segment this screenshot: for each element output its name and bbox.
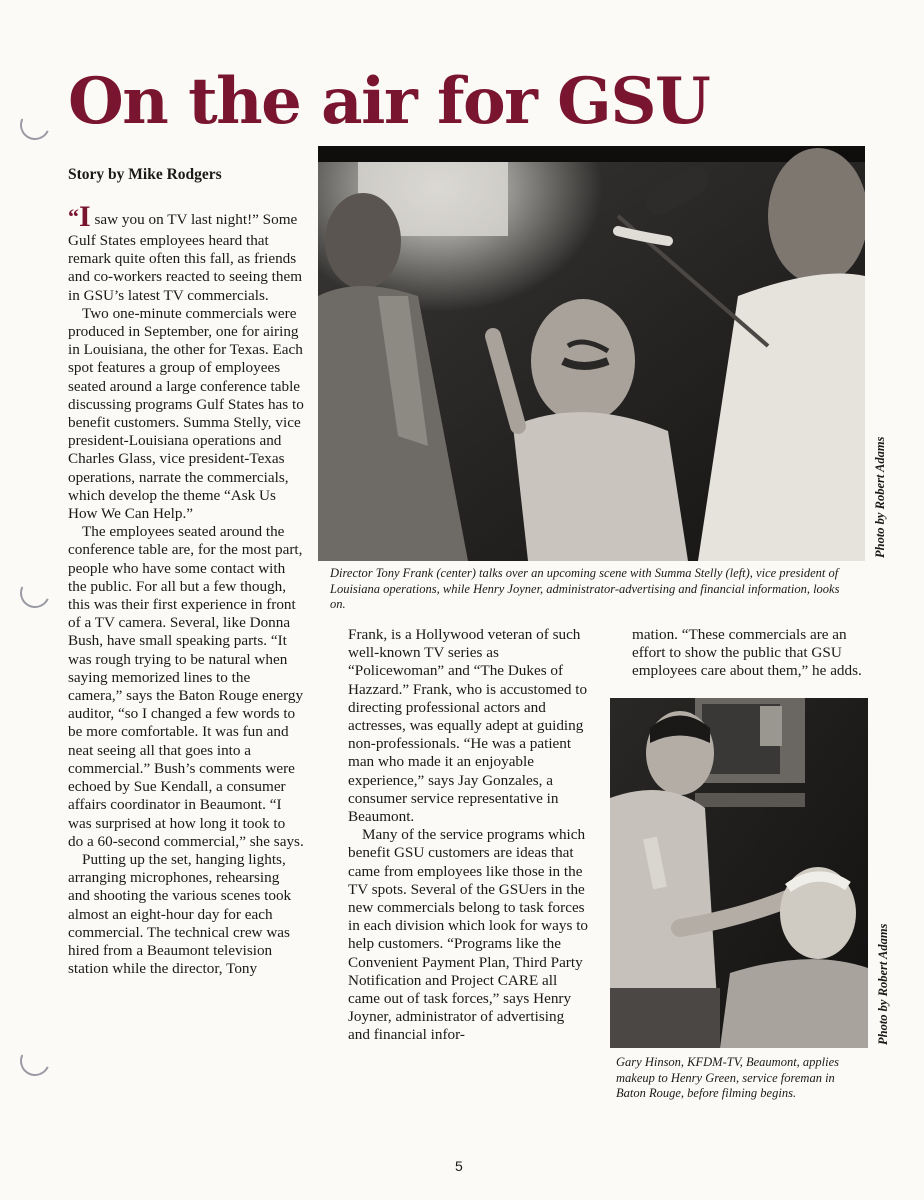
text-column-3 — [632, 626, 862, 681]
photo-credit: Photo by Robert Adams — [873, 436, 887, 558]
paragraph: The employees seated around the conference table are, for the most part, people who have some contact with the public. For all but a few though, this was their first experience in front of a TV camera. Several, like Donna Bush, have small speaking parts. “It was rough trying to be natural when saying memorized lines to the camera,” says the Baton Rouge energy auditor, “so I changed a few words to be more comfortable. It was fun and neat seeing all that goes into a commercial.” Bush’s comments were echoed by Sue Kendall, a consumer affairs coordinator in Beaumont. “I was surprised at how long it took to do a 60-second commercial,” she says. — [68, 523, 304, 850]
headline: On the air for GSU — [68, 64, 710, 139]
binder-hole-top — [16, 106, 54, 144]
photo-makeup-scene-image — [610, 698, 868, 1048]
byline: Story by Mike Rodgers — [68, 166, 222, 183]
paragraph-text: saw you on TV last night!” Some Gulf States employees heard that remark quite often this fall, as friends and co-workers reacted to seeing them in GSU’s latest TV commercials. — [68, 211, 303, 304]
drop-cap: I — [79, 200, 91, 233]
text-column-2 — [348, 626, 588, 1045]
binder-hole-bottom — [16, 1042, 54, 1080]
paragraph: Frank, is a Hollywood veteran of such well-known TV series as “Policewoman” and “The Dukes of Hazzard.” Frank, who is accustomed to directing professional actors and actresses, was equally adept at guiding non-professionals. “He was a patient man who made it an enjoyable experience,” says Jay Gonzales, a consumer service representative in Beaumont. — [348, 626, 588, 826]
paragraph: Two one-minute commercials were produced in September, one for airing in Louisiana, the other for Texas. Each spot features a group of employees seated around a large conference table discussing programs Gulf States has to benefit customers. Summa Stelly, vice president-Louisiana operations and Charles Glass, vice president-Texas operations, narrate the commercials, which develop the theme “Ask Us How We Can Help.” — [68, 304, 304, 523]
photo-makeup-scene — [610, 698, 868, 1048]
text-column-1 — [68, 202, 304, 978]
paragraph: mation. “These commercials are an effort to show the public that GSU employees care about them,” he adds. — [632, 626, 862, 680]
photo-director-scene — [318, 146, 865, 561]
photo-caption: Gary Hinson, KFDM-TV, Beaumont, applies makeup to Henry Green, service foreman in Baton Rouge, before filming begins. — [616, 1055, 840, 1100]
photo-credit: Photo by Robert Adams — [876, 923, 890, 1045]
binder-hole-middle — [16, 574, 54, 612]
photo-caption: Director Tony Frank (center) talks over an upcoming scene with Summa Stelly (left), vice president of Louisiana operations, while Henry Joyner, administrator-advertising and financial information, looks on. — [330, 566, 840, 611]
paragraph: Many of the service programs which benefit GSU customers are ideas that came from employees like those in the TV spots. Several of the GSUers in the new commercials belong to task forces in each division which look for ways to help customers. “Programs like the Convenient Payment Plan, Third Party Notification and Project CARE all came out of task forces,” says Henry Joyner, administrator of advertising and financial infor- — [348, 826, 589, 1044]
paragraph: Putting up the set, hanging lights, arranging microphones, rehearsing and shooting the various scenes took almost an eight-hour day for each commercial. The technical crew was hired from a Beaumont television station while the director, Tony — [68, 850, 292, 978]
opening-quote-mark: “ — [68, 204, 79, 229]
photo-director-scene-image — [318, 146, 865, 561]
page-number: 5 — [455, 1158, 463, 1174]
paragraph — [68, 202, 304, 305]
